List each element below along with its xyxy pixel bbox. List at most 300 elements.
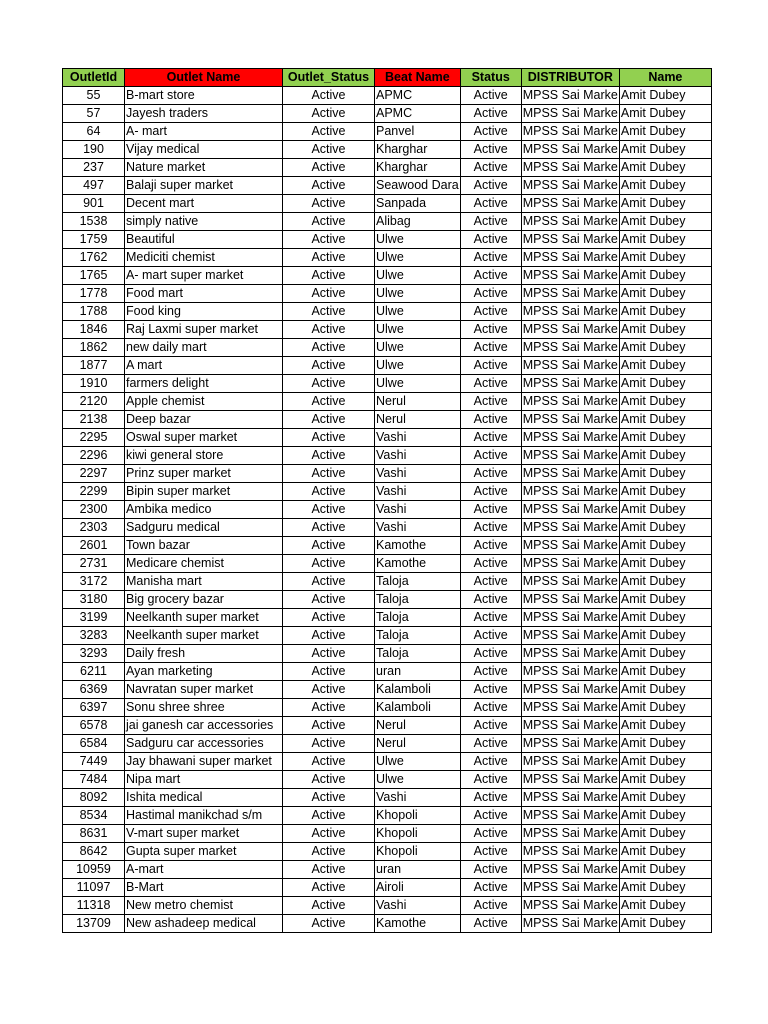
cell-outlet-id[interactable]: 1846: [63, 321, 125, 339]
cell-outlet-name[interactable]: Food mart: [125, 285, 283, 303]
cell-outlet-name[interactable]: Medicare chemist: [125, 555, 283, 573]
cell-outlet-name[interactable]: B-Mart: [125, 879, 283, 897]
cell-status[interactable]: Active: [460, 285, 521, 303]
cell-beat-name[interactable]: Taloja: [375, 591, 461, 609]
cell-beat-name[interactable]: Vashi: [375, 897, 461, 915]
cell-outlet-status[interactable]: Active: [283, 573, 375, 591]
cell-outlet-name[interactable]: Oswal super market: [125, 429, 283, 447]
header-beat-name[interactable]: Beat Name: [375, 69, 461, 87]
cell-distributor[interactable]: MPSS Sai Marke: [521, 267, 619, 285]
cell-name[interactable]: Amit Dubey: [619, 861, 711, 879]
cell-outlet-name[interactable]: Hastimal manikchad s/m: [125, 807, 283, 825]
cell-distributor[interactable]: MPSS Sai Marke: [521, 87, 619, 105]
cell-outlet-status[interactable]: Active: [283, 627, 375, 645]
cell-distributor[interactable]: MPSS Sai Marke: [521, 771, 619, 789]
cell-status[interactable]: Active: [460, 195, 521, 213]
cell-outlet-name[interactable]: Balaji super market: [125, 177, 283, 195]
cell-status[interactable]: Active: [460, 177, 521, 195]
cell-name[interactable]: Amit Dubey: [619, 249, 711, 267]
header-outlet-name[interactable]: Outlet Name: [125, 69, 283, 87]
cell-outlet-name[interactable]: Manisha mart: [125, 573, 283, 591]
cell-name[interactable]: Amit Dubey: [619, 357, 711, 375]
cell-name[interactable]: Amit Dubey: [619, 681, 711, 699]
cell-beat-name[interactable]: Nerul: [375, 411, 461, 429]
cell-distributor[interactable]: MPSS Sai Marke: [521, 141, 619, 159]
cell-beat-name[interactable]: Seawood Dara: [375, 177, 461, 195]
cell-distributor[interactable]: MPSS Sai Marke: [521, 879, 619, 897]
cell-name[interactable]: Amit Dubey: [619, 537, 711, 555]
cell-outlet-id[interactable]: 57: [63, 105, 125, 123]
cell-status[interactable]: Active: [460, 141, 521, 159]
cell-outlet-id[interactable]: 2295: [63, 429, 125, 447]
cell-outlet-status[interactable]: Active: [283, 609, 375, 627]
cell-outlet-name[interactable]: Town bazar: [125, 537, 283, 555]
cell-outlet-name[interactable]: Bipin super market: [125, 483, 283, 501]
cell-outlet-name[interactable]: Ishita medical: [125, 789, 283, 807]
cell-distributor[interactable]: MPSS Sai Marke: [521, 645, 619, 663]
cell-outlet-status[interactable]: Active: [283, 321, 375, 339]
cell-status[interactable]: Active: [460, 357, 521, 375]
cell-distributor[interactable]: MPSS Sai Marke: [521, 393, 619, 411]
cell-outlet-status[interactable]: Active: [283, 501, 375, 519]
cell-beat-name[interactable]: Vashi: [375, 789, 461, 807]
cell-outlet-id[interactable]: 1759: [63, 231, 125, 249]
cell-beat-name[interactable]: Ulwe: [375, 339, 461, 357]
cell-outlet-id[interactable]: 1762: [63, 249, 125, 267]
cell-beat-name[interactable]: Panvel: [375, 123, 461, 141]
cell-outlet-id[interactable]: 11318: [63, 897, 125, 915]
cell-status[interactable]: Active: [460, 789, 521, 807]
cell-outlet-id[interactable]: 901: [63, 195, 125, 213]
cell-distributor[interactable]: MPSS Sai Marke: [521, 501, 619, 519]
cell-outlet-status[interactable]: Active: [283, 393, 375, 411]
cell-distributor[interactable]: MPSS Sai Marke: [521, 663, 619, 681]
cell-beat-name[interactable]: Kharghar: [375, 141, 461, 159]
cell-distributor[interactable]: MPSS Sai Marke: [521, 807, 619, 825]
cell-outlet-name[interactable]: Nipa mart: [125, 771, 283, 789]
cell-outlet-id[interactable]: 6397: [63, 699, 125, 717]
cell-outlet-status[interactable]: Active: [283, 771, 375, 789]
cell-outlet-id[interactable]: 2303: [63, 519, 125, 537]
cell-outlet-name[interactable]: Food king: [125, 303, 283, 321]
header-name[interactable]: Name: [619, 69, 711, 87]
cell-distributor[interactable]: MPSS Sai Marke: [521, 609, 619, 627]
cell-outlet-status[interactable]: Active: [283, 789, 375, 807]
cell-outlet-name[interactable]: Decent mart: [125, 195, 283, 213]
cell-name[interactable]: Amit Dubey: [619, 177, 711, 195]
cell-name[interactable]: Amit Dubey: [619, 195, 711, 213]
cell-outlet-id[interactable]: 8631: [63, 825, 125, 843]
cell-outlet-id[interactable]: 1778: [63, 285, 125, 303]
cell-outlet-status[interactable]: Active: [283, 483, 375, 501]
cell-name[interactable]: Amit Dubey: [619, 825, 711, 843]
cell-outlet-id[interactable]: 1877: [63, 357, 125, 375]
cell-status[interactable]: Active: [460, 753, 521, 771]
cell-outlet-status[interactable]: Active: [283, 897, 375, 915]
cell-outlet-name[interactable]: new daily mart: [125, 339, 283, 357]
cell-name[interactable]: Amit Dubey: [619, 789, 711, 807]
cell-beat-name[interactable]: Vashi: [375, 519, 461, 537]
cell-status[interactable]: Active: [460, 447, 521, 465]
cell-outlet-status[interactable]: Active: [283, 825, 375, 843]
cell-status[interactable]: Active: [460, 87, 521, 105]
cell-outlet-id[interactable]: 2300: [63, 501, 125, 519]
cell-beat-name[interactable]: Nerul: [375, 393, 461, 411]
cell-outlet-name[interactable]: Sadguru medical: [125, 519, 283, 537]
cell-outlet-status[interactable]: Active: [283, 555, 375, 573]
cell-distributor[interactable]: MPSS Sai Marke: [521, 303, 619, 321]
cell-status[interactable]: Active: [460, 231, 521, 249]
cell-outlet-status[interactable]: Active: [283, 303, 375, 321]
cell-outlet-id[interactable]: 497: [63, 177, 125, 195]
cell-status[interactable]: Active: [460, 159, 521, 177]
cell-name[interactable]: Amit Dubey: [619, 897, 711, 915]
cell-distributor[interactable]: MPSS Sai Marke: [521, 717, 619, 735]
cell-name[interactable]: Amit Dubey: [619, 123, 711, 141]
cell-beat-name[interactable]: APMC: [375, 87, 461, 105]
cell-name[interactable]: Amit Dubey: [619, 339, 711, 357]
cell-outlet-id[interactable]: 8534: [63, 807, 125, 825]
cell-distributor[interactable]: MPSS Sai Marke: [521, 195, 619, 213]
header-outlet-status[interactable]: Outlet_Status: [283, 69, 375, 87]
cell-name[interactable]: Amit Dubey: [619, 627, 711, 645]
cell-outlet-name[interactable]: Ambika medico: [125, 501, 283, 519]
cell-distributor[interactable]: MPSS Sai Marke: [521, 681, 619, 699]
cell-name[interactable]: Amit Dubey: [619, 321, 711, 339]
cell-distributor[interactable]: MPSS Sai Marke: [521, 915, 619, 933]
cell-outlet-id[interactable]: 1910: [63, 375, 125, 393]
cell-outlet-status[interactable]: Active: [283, 519, 375, 537]
cell-outlet-status[interactable]: Active: [283, 105, 375, 123]
cell-status[interactable]: Active: [460, 609, 521, 627]
cell-beat-name[interactable]: Kharghar: [375, 159, 461, 177]
cell-name[interactable]: Amit Dubey: [619, 663, 711, 681]
cell-outlet-id[interactable]: 6211: [63, 663, 125, 681]
cell-name[interactable]: Amit Dubey: [619, 231, 711, 249]
cell-status[interactable]: Active: [460, 519, 521, 537]
cell-outlet-id[interactable]: 3180: [63, 591, 125, 609]
cell-name[interactable]: Amit Dubey: [619, 645, 711, 663]
cell-beat-name[interactable]: Taloja: [375, 609, 461, 627]
cell-status[interactable]: Active: [460, 573, 521, 591]
cell-status[interactable]: Active: [460, 861, 521, 879]
cell-distributor[interactable]: MPSS Sai Marke: [521, 177, 619, 195]
cell-outlet-status[interactable]: Active: [283, 807, 375, 825]
header-outlet-id[interactable]: OutletId: [63, 69, 125, 87]
cell-status[interactable]: Active: [460, 915, 521, 933]
cell-status[interactable]: Active: [460, 645, 521, 663]
cell-name[interactable]: Amit Dubey: [619, 447, 711, 465]
cell-outlet-name[interactable]: Neelkanth super market: [125, 627, 283, 645]
cell-outlet-name[interactable]: Vijay medical: [125, 141, 283, 159]
cell-status[interactable]: Active: [460, 879, 521, 897]
cell-distributor[interactable]: MPSS Sai Marke: [521, 447, 619, 465]
cell-name[interactable]: Amit Dubey: [619, 141, 711, 159]
cell-outlet-status[interactable]: Active: [283, 177, 375, 195]
cell-beat-name[interactable]: Khopoli: [375, 825, 461, 843]
cell-outlet-status[interactable]: Active: [283, 87, 375, 105]
cell-distributor[interactable]: MPSS Sai Marke: [521, 843, 619, 861]
cell-beat-name[interactable]: uran: [375, 861, 461, 879]
cell-name[interactable]: Amit Dubey: [619, 555, 711, 573]
cell-name[interactable]: Amit Dubey: [619, 285, 711, 303]
cell-distributor[interactable]: MPSS Sai Marke: [521, 123, 619, 141]
cell-name[interactable]: Amit Dubey: [619, 429, 711, 447]
cell-outlet-id[interactable]: 7449: [63, 753, 125, 771]
cell-outlet-status[interactable]: Active: [283, 123, 375, 141]
cell-outlet-status[interactable]: Active: [283, 663, 375, 681]
cell-beat-name[interactable]: Kalamboli: [375, 699, 461, 717]
cell-status[interactable]: Active: [460, 699, 521, 717]
cell-distributor[interactable]: MPSS Sai Marke: [521, 375, 619, 393]
cell-distributor[interactable]: MPSS Sai Marke: [521, 627, 619, 645]
cell-outlet-id[interactable]: 7484: [63, 771, 125, 789]
cell-name[interactable]: Amit Dubey: [619, 699, 711, 717]
cell-beat-name[interactable]: Ulwe: [375, 285, 461, 303]
cell-outlet-name[interactable]: jai ganesh car accessories: [125, 717, 283, 735]
cell-status[interactable]: Active: [460, 897, 521, 915]
cell-status[interactable]: Active: [460, 411, 521, 429]
cell-outlet-id[interactable]: 8092: [63, 789, 125, 807]
cell-distributor[interactable]: MPSS Sai Marke: [521, 735, 619, 753]
cell-outlet-name[interactable]: Deep bazar: [125, 411, 283, 429]
cell-beat-name[interactable]: Ulwe: [375, 771, 461, 789]
cell-beat-name[interactable]: Kamothe: [375, 555, 461, 573]
cell-beat-name[interactable]: Ulwe: [375, 267, 461, 285]
cell-distributor[interactable]: MPSS Sai Marke: [521, 825, 619, 843]
cell-status[interactable]: Active: [460, 717, 521, 735]
cell-beat-name[interactable]: Ulwe: [375, 357, 461, 375]
cell-beat-name[interactable]: Vashi: [375, 465, 461, 483]
cell-distributor[interactable]: MPSS Sai Marke: [521, 321, 619, 339]
cell-status[interactable]: Active: [460, 429, 521, 447]
cell-name[interactable]: Amit Dubey: [619, 573, 711, 591]
cell-status[interactable]: Active: [460, 249, 521, 267]
cell-distributor[interactable]: MPSS Sai Marke: [521, 411, 619, 429]
cell-distributor[interactable]: MPSS Sai Marke: [521, 249, 619, 267]
cell-name[interactable]: Amit Dubey: [619, 519, 711, 537]
cell-outlet-id[interactable]: 55: [63, 87, 125, 105]
cell-status[interactable]: Active: [460, 663, 521, 681]
cell-name[interactable]: Amit Dubey: [619, 105, 711, 123]
cell-outlet-id[interactable]: 3293: [63, 645, 125, 663]
cell-distributor[interactable]: MPSS Sai Marke: [521, 285, 619, 303]
cell-outlet-status[interactable]: Active: [283, 753, 375, 771]
cell-distributor[interactable]: MPSS Sai Marke: [521, 537, 619, 555]
cell-status[interactable]: Active: [460, 771, 521, 789]
cell-name[interactable]: Amit Dubey: [619, 411, 711, 429]
cell-outlet-name[interactable]: A- mart: [125, 123, 283, 141]
cell-status[interactable]: Active: [460, 393, 521, 411]
cell-outlet-status[interactable]: Active: [283, 159, 375, 177]
cell-outlet-status[interactable]: Active: [283, 465, 375, 483]
cell-outlet-status[interactable]: Active: [283, 645, 375, 663]
cell-distributor[interactable]: MPSS Sai Marke: [521, 357, 619, 375]
cell-status[interactable]: Active: [460, 591, 521, 609]
cell-outlet-id[interactable]: 2297: [63, 465, 125, 483]
cell-beat-name[interactable]: Ulwe: [375, 321, 461, 339]
cell-name[interactable]: Amit Dubey: [619, 771, 711, 789]
cell-name[interactable]: Amit Dubey: [619, 753, 711, 771]
cell-outlet-name[interactable]: simply native: [125, 213, 283, 231]
cell-beat-name[interactable]: Vashi: [375, 501, 461, 519]
cell-beat-name[interactable]: Ulwe: [375, 231, 461, 249]
cell-status[interactable]: Active: [460, 537, 521, 555]
cell-distributor[interactable]: MPSS Sai Marke: [521, 591, 619, 609]
cell-status[interactable]: Active: [460, 339, 521, 357]
cell-outlet-name[interactable]: A-mart: [125, 861, 283, 879]
cell-distributor[interactable]: MPSS Sai Marke: [521, 483, 619, 501]
cell-outlet-id[interactable]: 8642: [63, 843, 125, 861]
cell-outlet-name[interactable]: Beautiful: [125, 231, 283, 249]
cell-name[interactable]: Amit Dubey: [619, 591, 711, 609]
cell-outlet-id[interactable]: 13709: [63, 915, 125, 933]
cell-outlet-status[interactable]: Active: [283, 375, 375, 393]
cell-outlet-status[interactable]: Active: [283, 141, 375, 159]
cell-beat-name[interactable]: Khopoli: [375, 843, 461, 861]
cell-status[interactable]: Active: [460, 555, 521, 573]
cell-beat-name[interactable]: Taloja: [375, 573, 461, 591]
cell-distributor[interactable]: MPSS Sai Marke: [521, 699, 619, 717]
cell-outlet-name[interactable]: farmers delight: [125, 375, 283, 393]
cell-outlet-name[interactable]: New metro chemist: [125, 897, 283, 915]
cell-outlet-id[interactable]: 11097: [63, 879, 125, 897]
cell-outlet-name[interactable]: B-mart store: [125, 87, 283, 105]
cell-beat-name[interactable]: Ulwe: [375, 375, 461, 393]
cell-outlet-status[interactable]: Active: [283, 591, 375, 609]
cell-name[interactable]: Amit Dubey: [619, 87, 711, 105]
cell-name[interactable]: Amit Dubey: [619, 501, 711, 519]
cell-name[interactable]: Amit Dubey: [619, 267, 711, 285]
cell-beat-name[interactable]: Alibag: [375, 213, 461, 231]
cell-beat-name[interactable]: uran: [375, 663, 461, 681]
cell-status[interactable]: Active: [460, 807, 521, 825]
cell-distributor[interactable]: MPSS Sai Marke: [521, 429, 619, 447]
cell-outlet-id[interactable]: 3172: [63, 573, 125, 591]
cell-outlet-name[interactable]: Sadguru car accessories: [125, 735, 283, 753]
cell-outlet-id[interactable]: 2731: [63, 555, 125, 573]
cell-outlet-status[interactable]: Active: [283, 681, 375, 699]
header-distributor[interactable]: DISTRIBUTOR: [521, 69, 619, 87]
cell-name[interactable]: Amit Dubey: [619, 483, 711, 501]
cell-status[interactable]: Active: [460, 375, 521, 393]
cell-outlet-name[interactable]: Ayan marketing: [125, 663, 283, 681]
cell-outlet-status[interactable]: Active: [283, 717, 375, 735]
cell-beat-name[interactable]: Kalamboli: [375, 681, 461, 699]
cell-outlet-status[interactable]: Active: [283, 429, 375, 447]
cell-outlet-status[interactable]: Active: [283, 195, 375, 213]
cell-outlet-status[interactable]: Active: [283, 411, 375, 429]
cell-outlet-name[interactable]: Prinz super market: [125, 465, 283, 483]
cell-distributor[interactable]: MPSS Sai Marke: [521, 231, 619, 249]
cell-name[interactable]: Amit Dubey: [619, 915, 711, 933]
cell-beat-name[interactable]: Nerul: [375, 717, 461, 735]
cell-name[interactable]: Amit Dubey: [619, 807, 711, 825]
cell-beat-name[interactable]: Ulwe: [375, 249, 461, 267]
cell-outlet-status[interactable]: Active: [283, 447, 375, 465]
cell-outlet-name[interactable]: New ashadeep medical: [125, 915, 283, 933]
cell-distributor[interactable]: MPSS Sai Marke: [521, 897, 619, 915]
cell-name[interactable]: Amit Dubey: [619, 609, 711, 627]
cell-name[interactable]: Amit Dubey: [619, 375, 711, 393]
cell-outlet-status[interactable]: Active: [283, 879, 375, 897]
cell-name[interactable]: Amit Dubey: [619, 735, 711, 753]
cell-outlet-name[interactable]: Apple chemist: [125, 393, 283, 411]
cell-status[interactable]: Active: [460, 105, 521, 123]
cell-beat-name[interactable]: Ulwe: [375, 303, 461, 321]
cell-distributor[interactable]: MPSS Sai Marke: [521, 159, 619, 177]
cell-outlet-id[interactable]: 1765: [63, 267, 125, 285]
cell-outlet-id[interactable]: 6578: [63, 717, 125, 735]
cell-outlet-status[interactable]: Active: [283, 843, 375, 861]
cell-distributor[interactable]: MPSS Sai Marke: [521, 753, 619, 771]
cell-status[interactable]: Active: [460, 735, 521, 753]
cell-outlet-name[interactable]: Gupta super market: [125, 843, 283, 861]
cell-status[interactable]: Active: [460, 213, 521, 231]
cell-outlet-name[interactable]: Daily fresh: [125, 645, 283, 663]
cell-outlet-name[interactable]: A mart: [125, 357, 283, 375]
cell-outlet-name[interactable]: V-mart super market: [125, 825, 283, 843]
cell-beat-name[interactable]: Taloja: [375, 627, 461, 645]
cell-name[interactable]: Amit Dubey: [619, 303, 711, 321]
cell-outlet-name[interactable]: A- mart super market: [125, 267, 283, 285]
cell-status[interactable]: Active: [460, 465, 521, 483]
cell-outlet-status[interactable]: Active: [283, 285, 375, 303]
cell-beat-name[interactable]: Vashi: [375, 483, 461, 501]
cell-name[interactable]: Amit Dubey: [619, 843, 711, 861]
cell-beat-name[interactable]: APMC: [375, 105, 461, 123]
cell-name[interactable]: Amit Dubey: [619, 393, 711, 411]
cell-outlet-name[interactable]: Nature market: [125, 159, 283, 177]
cell-outlet-name[interactable]: Big grocery bazar: [125, 591, 283, 609]
cell-status[interactable]: Active: [460, 123, 521, 141]
cell-distributor[interactable]: MPSS Sai Marke: [521, 573, 619, 591]
cell-outlet-id[interactable]: 2299: [63, 483, 125, 501]
cell-outlet-id[interactable]: 2601: [63, 537, 125, 555]
cell-beat-name[interactable]: Taloja: [375, 645, 461, 663]
cell-beat-name[interactable]: Ulwe: [375, 753, 461, 771]
cell-distributor[interactable]: MPSS Sai Marke: [521, 861, 619, 879]
cell-beat-name[interactable]: Airoli: [375, 879, 461, 897]
cell-outlet-status[interactable]: Active: [283, 735, 375, 753]
cell-beat-name[interactable]: Nerul: [375, 735, 461, 753]
cell-outlet-name[interactable]: Mediciti chemist: [125, 249, 283, 267]
cell-beat-name[interactable]: Vashi: [375, 429, 461, 447]
cell-outlet-id[interactable]: 3199: [63, 609, 125, 627]
cell-status[interactable]: Active: [460, 303, 521, 321]
cell-outlet-id[interactable]: 1788: [63, 303, 125, 321]
cell-distributor[interactable]: MPSS Sai Marke: [521, 339, 619, 357]
cell-distributor[interactable]: MPSS Sai Marke: [521, 465, 619, 483]
cell-distributor[interactable]: MPSS Sai Marke: [521, 555, 619, 573]
cell-outlet-id[interactable]: 237: [63, 159, 125, 177]
cell-outlet-id[interactable]: 6584: [63, 735, 125, 753]
cell-outlet-status[interactable]: Active: [283, 249, 375, 267]
cell-outlet-status[interactable]: Active: [283, 537, 375, 555]
cell-outlet-status[interactable]: Active: [283, 357, 375, 375]
cell-name[interactable]: Amit Dubey: [619, 159, 711, 177]
cell-status[interactable]: Active: [460, 321, 521, 339]
cell-outlet-name[interactable]: Navratan super market: [125, 681, 283, 699]
cell-outlet-id[interactable]: 3283: [63, 627, 125, 645]
cell-outlet-name[interactable]: Raj Laxmi super market: [125, 321, 283, 339]
cell-outlet-status[interactable]: Active: [283, 699, 375, 717]
cell-status[interactable]: Active: [460, 825, 521, 843]
cell-status[interactable]: Active: [460, 627, 521, 645]
cell-name[interactable]: Amit Dubey: [619, 717, 711, 735]
cell-status[interactable]: Active: [460, 267, 521, 285]
cell-outlet-status[interactable]: Active: [283, 861, 375, 879]
